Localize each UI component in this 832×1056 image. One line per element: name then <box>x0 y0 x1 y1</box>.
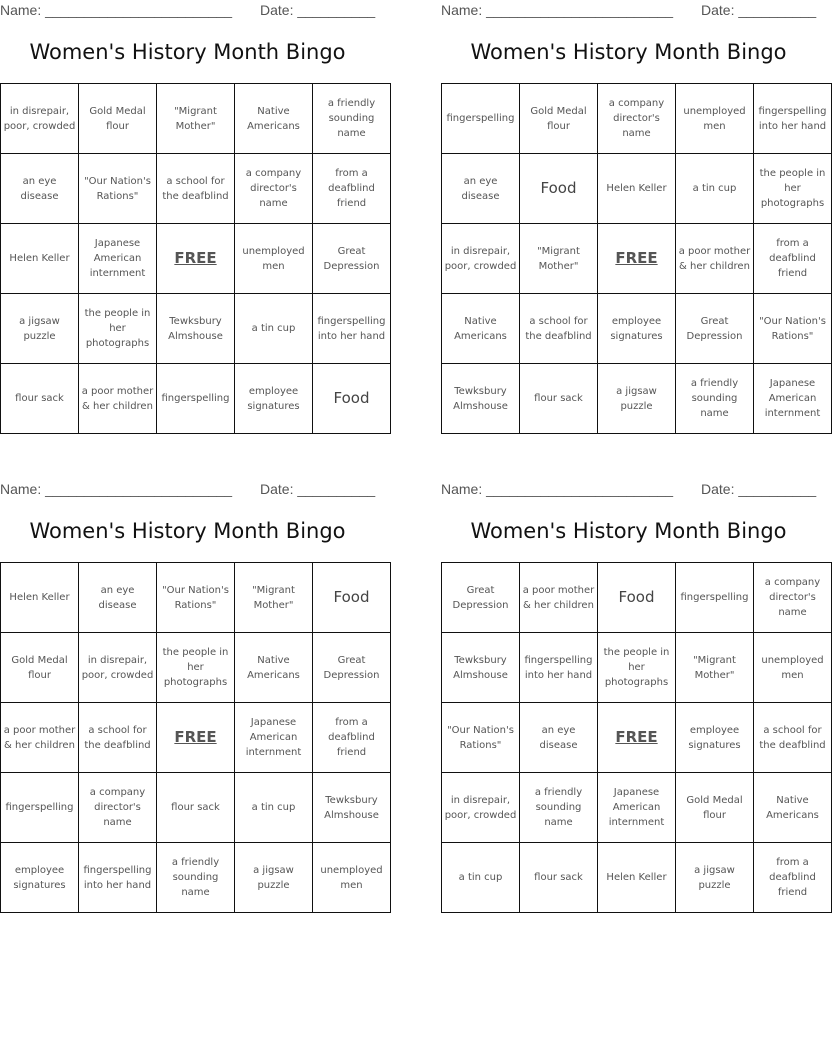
bingo-cell: an eye disease <box>1 154 79 224</box>
bingo-cell: "Our Nation's Rations" <box>79 154 157 224</box>
bingo-cell: a jigsaw puzzle <box>676 843 754 913</box>
name-date-line <box>0 481 375 499</box>
bingo-cell: a tin cup <box>235 773 313 843</box>
bingo-cell: Great Depression <box>676 294 754 364</box>
bingo-row <box>442 84 832 154</box>
bingo-cell: Native Americans <box>442 294 520 364</box>
bingo-cell: from a deafblind friend <box>313 703 391 773</box>
bingo-cell: employee signatures <box>235 364 313 434</box>
bingo-cell: from a deafblind friend <box>754 224 832 294</box>
bingo-cell: Helen Keller <box>598 843 676 913</box>
bingo-cell: a jigsaw puzzle <box>235 843 313 913</box>
bingo-cell: "Migrant Mother" <box>235 563 313 633</box>
bingo-cell: "Our Nation's Rations" <box>442 703 520 773</box>
free-space: FREE <box>157 703 235 773</box>
bingo-row <box>1 633 391 703</box>
bingo-cell: Tewksbury Almshouse <box>442 364 520 434</box>
bingo-cell: the people in her photographs <box>754 154 832 224</box>
bingo-row <box>1 294 391 364</box>
bingo-cell: a friendly sounding name <box>520 773 598 843</box>
bingo-cell: "Our Nation's Rations" <box>157 563 235 633</box>
bingo-row <box>442 563 832 633</box>
bingo-cell: flour sack <box>520 843 598 913</box>
bingo-row <box>1 703 391 773</box>
bingo-cell: Food <box>313 364 391 434</box>
bingo-cell: fingerspelling <box>676 563 754 633</box>
name-date-line <box>0 2 375 20</box>
bingo-cell: a company director's name <box>598 84 676 154</box>
bingo-row <box>442 294 832 364</box>
bingo-cell: the people in her photographs <box>157 633 235 703</box>
bingo-cell: a school for the deafblind <box>157 154 235 224</box>
bingo-cell: the people in her photographs <box>598 633 676 703</box>
bingo-cell: a jigsaw puzzle <box>598 364 676 434</box>
bingo-cell: an eye disease <box>520 703 598 773</box>
bingo-cell: Japanese American internment <box>598 773 676 843</box>
bingo-cell: Food <box>520 154 598 224</box>
bingo-row <box>1 364 391 434</box>
bingo-grid <box>0 83 391 434</box>
bingo-card <box>0 0 386 430</box>
free-space: FREE <box>598 703 676 773</box>
bingo-cell: "Our Nation's Rations" <box>754 294 832 364</box>
bingo-cell: a company director's name <box>754 563 832 633</box>
bingo-cell: a poor mother & her children <box>1 703 79 773</box>
bingo-cell: unemployed men <box>676 84 754 154</box>
name-date-line <box>441 2 816 20</box>
bingo-cell: a school for the deafblind <box>754 703 832 773</box>
bingo-grid <box>441 83 832 434</box>
name-date-line <box>441 481 816 499</box>
bingo-row <box>1 84 391 154</box>
bingo-cell: Great Depression <box>313 633 391 703</box>
bingo-row <box>1 773 391 843</box>
bingo-cell: a company director's name <box>235 154 313 224</box>
bingo-cell: fingerspelling into her hand <box>313 294 391 364</box>
bingo-cell: employee signatures <box>676 703 754 773</box>
bingo-cell: the people in her photographs <box>79 294 157 364</box>
bingo-cell: Helen Keller <box>1 563 79 633</box>
free-space: FREE <box>598 224 676 294</box>
bingo-cell: an eye disease <box>442 154 520 224</box>
bingo-cell: a company director's name <box>79 773 157 843</box>
bingo-cell: Tewksbury Almshouse <box>313 773 391 843</box>
card-title: Women's History Month Bingo <box>29 40 346 64</box>
date-field-label: Date: __________ <box>701 481 817 497</box>
bingo-row <box>442 703 832 773</box>
name-field-label: Name: ________________________ <box>441 2 673 18</box>
bingo-card <box>441 0 827 430</box>
bingo-cell: a school for the deafblind <box>79 703 157 773</box>
bingo-cell: Great Depression <box>442 563 520 633</box>
bingo-cell: fingerspelling <box>442 84 520 154</box>
bingo-cell: a poor mother & her children <box>79 364 157 434</box>
bingo-cell: fingerspelling into her hand <box>754 84 832 154</box>
bingo-cell: Gold Medal flour <box>520 84 598 154</box>
bingo-grid <box>0 562 391 913</box>
bingo-cell: a tin cup <box>442 843 520 913</box>
bingo-cell: from a deafblind friend <box>313 154 391 224</box>
bingo-cell: a poor mother & her children <box>520 563 598 633</box>
bingo-cell: unemployed men <box>235 224 313 294</box>
bingo-cell: a friendly sounding name <box>313 84 391 154</box>
bingo-cell: unemployed men <box>754 633 832 703</box>
bingo-row <box>442 364 832 434</box>
bingo-cell: fingerspelling <box>157 364 235 434</box>
free-space: FREE <box>157 224 235 294</box>
bingo-cell: a friendly sounding name <box>157 843 235 913</box>
bingo-cell: a tin cup <box>235 294 313 364</box>
bingo-cell: "Migrant Mother" <box>520 224 598 294</box>
bingo-cell: Gold Medal flour <box>1 633 79 703</box>
bingo-card <box>441 479 826 909</box>
bingo-cell: employee signatures <box>1 843 79 913</box>
bingo-cell: Tewksbury Almshouse <box>157 294 235 364</box>
bingo-row <box>1 154 391 224</box>
bingo-cell: an eye disease <box>79 563 157 633</box>
bingo-row <box>442 773 832 843</box>
bingo-cell: Japanese American internment <box>235 703 313 773</box>
bingo-cell: Native Americans <box>235 633 313 703</box>
bingo-row <box>442 224 832 294</box>
bingo-cell: a poor mother & her children <box>676 224 754 294</box>
bingo-cell: a school for the deafblind <box>520 294 598 364</box>
name-field-label: Name: ________________________ <box>0 2 232 18</box>
bingo-row <box>442 633 832 703</box>
bingo-row <box>442 843 832 913</box>
bingo-card <box>0 479 383 909</box>
card-title: Women's History Month Bingo <box>29 519 346 543</box>
bingo-cell: fingerspelling into her hand <box>79 843 157 913</box>
bingo-row <box>1 224 391 294</box>
bingo-cell: Food <box>313 563 391 633</box>
bingo-cell: from a deafblind friend <box>754 843 832 913</box>
bingo-cell: Helen Keller <box>598 154 676 224</box>
bingo-cell: employee signatures <box>598 294 676 364</box>
bingo-cell: flour sack <box>520 364 598 434</box>
date-field-label: Date: __________ <box>260 481 376 497</box>
card-title: Women's History Month Bingo <box>470 519 787 543</box>
name-field-label: Name: ________________________ <box>441 481 673 497</box>
bingo-cell: Gold Medal flour <box>676 773 754 843</box>
bingo-cell: a friendly sounding name <box>676 364 754 434</box>
bingo-cell: fingerspelling into her hand <box>520 633 598 703</box>
bingo-cell: Native Americans <box>754 773 832 843</box>
bingo-cell: in disrepair, poor, crowded <box>442 773 520 843</box>
bingo-cell: Gold Medal flour <box>79 84 157 154</box>
bingo-grid <box>441 562 832 913</box>
name-field-label: Name: ________________________ <box>0 481 232 497</box>
bingo-cell: a tin cup <box>676 154 754 224</box>
bingo-row <box>442 154 832 224</box>
bingo-cell: Japanese American internment <box>79 224 157 294</box>
bingo-cell: "Migrant Mother" <box>676 633 754 703</box>
bingo-row <box>1 563 391 633</box>
bingo-cell: "Migrant Mother" <box>157 84 235 154</box>
bingo-row <box>1 843 391 913</box>
bingo-cell: a jigsaw puzzle <box>1 294 79 364</box>
bingo-cell: Tewksbury Almshouse <box>442 633 520 703</box>
date-field-label: Date: __________ <box>260 2 376 18</box>
bingo-cell: in disrepair, poor, crowded <box>442 224 520 294</box>
bingo-cell: Japanese American internment <box>754 364 832 434</box>
bingo-cell: Helen Keller <box>1 224 79 294</box>
bingo-cell: in disrepair, poor, crowded <box>79 633 157 703</box>
bingo-cell: flour sack <box>157 773 235 843</box>
bingo-cell: in disrepair, poor, crowded <box>1 84 79 154</box>
bingo-cell: fingerspelling <box>1 773 79 843</box>
bingo-cell: Great Depression <box>313 224 391 294</box>
date-field-label: Date: __________ <box>701 2 817 18</box>
bingo-cell: Food <box>598 563 676 633</box>
bingo-cell: flour sack <box>1 364 79 434</box>
bingo-cell: unemployed men <box>313 843 391 913</box>
bingo-cell: Native Americans <box>235 84 313 154</box>
card-title: Women's History Month Bingo <box>470 40 787 64</box>
